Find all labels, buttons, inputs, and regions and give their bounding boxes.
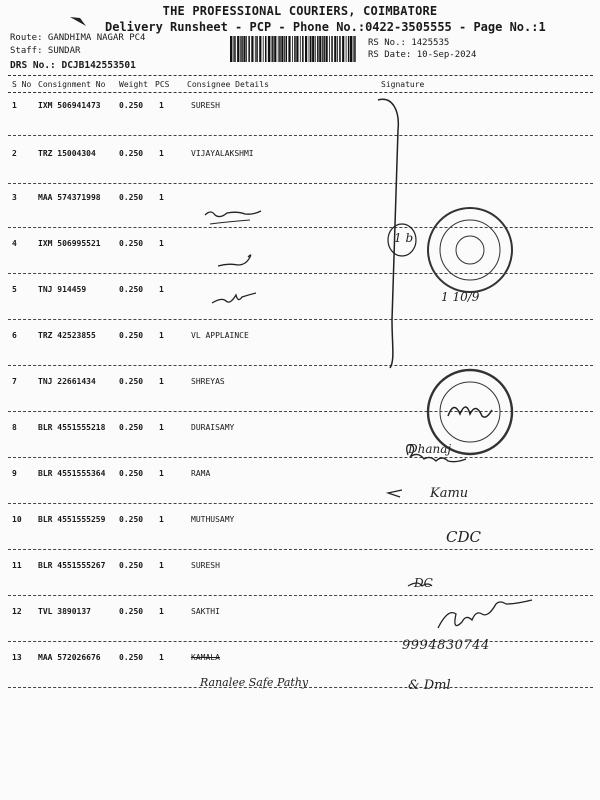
drs-number: DRS No.: DCJB142553501: [10, 60, 136, 71]
row-pcs: 1: [159, 469, 164, 478]
barcode-bar: [294, 36, 296, 62]
row-consignment: IXM 506995521: [38, 239, 101, 248]
table-row: [8, 414, 593, 458]
barcode-bar: [241, 36, 243, 62]
row-weight: 0.250: [119, 607, 144, 616]
row-divider: [8, 273, 593, 274]
barcode-bar: [348, 36, 350, 62]
row-sno: 7: [12, 377, 17, 386]
barcode-bar: [243, 36, 245, 62]
row-sno: 13: [12, 653, 22, 662]
row-consignee: MUTHUSAMY: [191, 515, 235, 524]
barcode-bar: [350, 36, 352, 62]
barcode-bar: [346, 36, 347, 62]
row-divider: [8, 365, 593, 366]
col-consignee: Consignee Details: [187, 80, 269, 89]
signature-dc: DC: [414, 576, 433, 590]
row-divider: [8, 641, 593, 642]
table-row: [8, 184, 593, 228]
row-consignment: TVL 3890137: [38, 607, 91, 616]
row-divider: [8, 457, 593, 458]
barcode-bar: [331, 36, 333, 62]
row-sno: 12: [12, 607, 22, 616]
row-pcs: 1: [159, 377, 164, 386]
row-pcs: 1: [159, 607, 164, 616]
col-consignment: Consignment No: [38, 80, 106, 89]
barcode-bar: [281, 36, 283, 62]
barcode-bar: [302, 36, 304, 62]
row-pcs: 1: [159, 239, 164, 248]
barcode-bar: [263, 36, 264, 62]
barcode-bar: [288, 36, 290, 62]
table-row: [8, 322, 593, 366]
barcode-bar: [334, 36, 336, 62]
row-sno: 9: [12, 469, 17, 478]
row-sno: 4: [12, 239, 17, 248]
row-pcs: 1: [159, 423, 164, 432]
barcode-bar: [240, 36, 241, 62]
row-sno: 5: [12, 285, 17, 294]
barcode-bar: [339, 36, 341, 62]
barcode-bar: [234, 36, 236, 62]
header-divider: [8, 75, 593, 76]
row-divider: [8, 227, 593, 228]
row-divider: [8, 135, 593, 136]
barcode-bar: [279, 36, 281, 62]
barcode-bar: [309, 36, 310, 62]
barcode-bar: [278, 36, 279, 62]
barcode-bar: [230, 36, 232, 62]
row-divider: [8, 319, 593, 320]
signature-cdc: CDC: [446, 528, 481, 546]
row-pcs: 1: [159, 285, 164, 294]
table-row: [8, 368, 593, 412]
row-weight: 0.250: [119, 515, 144, 524]
barcode-bar: [326, 36, 328, 62]
barcode-bar: [296, 36, 298, 62]
arrow-mark-icon: [68, 14, 90, 30]
barcode-bar: [268, 36, 270, 62]
row-consignment: BLR 4551555364: [38, 469, 106, 478]
row-consignee: SURESH: [191, 101, 220, 110]
row-consignment: BLR 4551555218: [38, 423, 106, 432]
row-consignment: MAA 572026676: [38, 653, 101, 662]
row-consignment: TRZ 42523855: [38, 331, 96, 340]
handwritten-date-note: 1 10/9: [441, 290, 480, 304]
row-weight: 0.250: [119, 377, 144, 386]
barcode-bar: [251, 36, 253, 62]
staff-label: Staff: SUNDAR: [10, 46, 81, 56]
row-consignee: VL APPLAINCE: [191, 331, 249, 340]
row-divider: [8, 595, 593, 596]
table-row: [8, 140, 593, 184]
barcode-bar: [271, 36, 272, 62]
row-sno: 6: [12, 331, 17, 340]
row-consignee: RAMA: [191, 469, 211, 478]
table-row: [8, 230, 593, 274]
table-row: [8, 92, 593, 136]
row-pcs: 1: [159, 331, 164, 340]
row-pcs: 1: [159, 653, 164, 662]
route-label: Route: GANDHIMA NAGAR PC4: [10, 33, 146, 43]
row-consignee: VIJAYALAKSHMI: [191, 149, 254, 158]
row-consignment: IXM 506941473: [38, 101, 101, 110]
col-signature: Signature: [381, 80, 425, 89]
barcode-bar: [322, 36, 323, 62]
col-sno: S No: [12, 80, 32, 89]
barcode-bar: [312, 36, 314, 62]
barcode-bar: [259, 36, 261, 62]
row-weight: 0.250: [119, 193, 144, 202]
row-pcs: 1: [159, 149, 164, 158]
row-weight: 0.250: [119, 653, 144, 662]
barcode-bar: [354, 36, 356, 62]
table-row: [8, 598, 593, 642]
row-consignment: MAA 574371998: [38, 193, 101, 202]
barcode-bar: [246, 36, 247, 62]
runsheet-subtitle: Delivery Runsheet - PCP - Phone No.:0422-3505555 - Page No.:1: [105, 20, 546, 34]
row-sno: 10: [12, 515, 22, 524]
barcode-bar: [274, 36, 276, 62]
barcode-bar: [300, 36, 301, 62]
rs-date: RS Date: 10-Sep-2024: [368, 50, 477, 60]
barcode-bar: [237, 36, 239, 62]
row-sno: 3: [12, 193, 17, 202]
signature-kamu: Kamu: [430, 486, 469, 501]
row-consignment: TNJ 914459: [38, 285, 87, 294]
row-consignee: SAKTHI: [191, 607, 220, 616]
handwritten-note-row13: Ranalee Safe Pathy: [200, 676, 309, 689]
table-row: [8, 552, 593, 596]
handwritten-row4-note: 1 b: [394, 231, 414, 245]
signature-row13: & Dml: [408, 678, 451, 693]
barcode-bar: [284, 36, 285, 62]
barcode-bar: [286, 36, 288, 62]
row-sno: 1: [12, 101, 17, 110]
barcode-bar: [329, 36, 330, 62]
col-weight: Weight: [119, 80, 148, 89]
row-weight: 0.250: [119, 469, 144, 478]
barcode-bar: [265, 36, 267, 62]
barcode-bar: [323, 36, 325, 62]
barcode-bar: [256, 36, 258, 62]
row-pcs: 1: [159, 193, 164, 202]
row-pcs: 1: [159, 101, 164, 110]
barcode-bar: [255, 36, 256, 62]
company-title: THE PROFESSIONAL COURIERS, COIMBATORE: [162, 4, 438, 18]
barcode-bar: [310, 36, 312, 62]
table-row: [8, 460, 593, 504]
barcode-bar: [248, 36, 250, 62]
row-consignee: SHREYAS: [191, 377, 225, 386]
row-consignment: TRZ 15004304: [38, 149, 96, 158]
barcode-bar: [233, 36, 234, 62]
barcode-bar: [319, 36, 321, 62]
row-sno: 2: [12, 149, 17, 158]
row-weight: 0.250: [119, 561, 144, 570]
row-weight: 0.250: [119, 285, 144, 294]
row-weight: 0.250: [119, 423, 144, 432]
table-row: [8, 276, 593, 320]
row-consignee: KAMALA: [191, 653, 220, 662]
row-sno: 8: [12, 423, 17, 432]
row-weight: 0.250: [119, 239, 144, 248]
table-row: [8, 506, 593, 550]
row-pcs: 1: [159, 561, 164, 570]
row-consignment: TNJ 22661434: [38, 377, 96, 386]
row-weight: 0.250: [119, 101, 144, 110]
row-consignee: DURAISAMY: [191, 423, 235, 432]
barcode-bar: [353, 36, 354, 62]
row-weight: 0.250: [119, 331, 144, 340]
barcode-bar: [337, 36, 338, 62]
row-consignee: SURESH: [191, 561, 220, 570]
barcode-bar: [292, 36, 293, 62]
col-pcs: PCS: [155, 80, 170, 89]
signature-dur: Dhanaj: [408, 442, 452, 456]
barcode-bar: [272, 36, 274, 62]
row-divider: [8, 411, 593, 412]
row-divider: [8, 549, 593, 550]
handwritten-phone: 9994830744: [402, 638, 490, 653]
barcode-bar: [317, 36, 319, 62]
barcode-bar: [315, 36, 316, 62]
barcode-bar: [342, 36, 344, 62]
barcode-bar: [305, 36, 307, 62]
row-divider: [8, 503, 593, 504]
row-consignment: BLR 4551555267: [38, 561, 106, 570]
row-pcs: 1: [159, 515, 164, 524]
rs-number: RS No.: 1425535: [368, 38, 450, 48]
row-sno: 11: [12, 561, 22, 570]
barcode: [230, 36, 358, 62]
row-weight: 0.250: [119, 149, 144, 158]
row-consignment: BLR 4551555259: [38, 515, 106, 524]
